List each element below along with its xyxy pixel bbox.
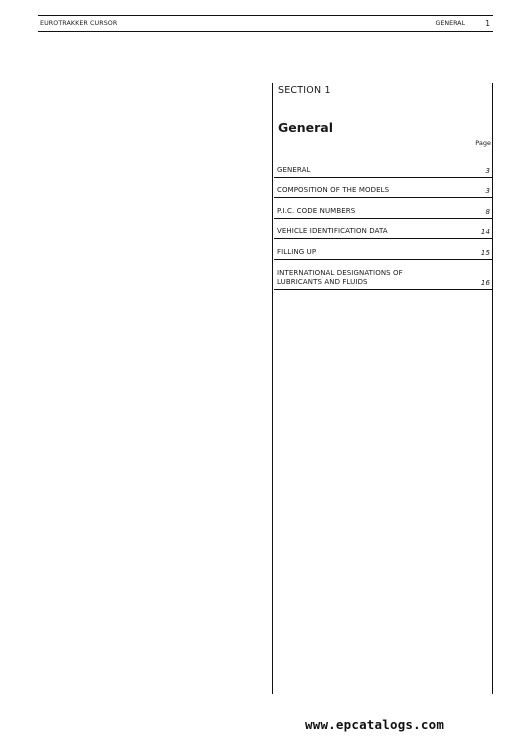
toc-item-label: FILLING UP	[277, 247, 317, 256]
column-divider-left	[272, 83, 273, 694]
column-divider-right	[492, 83, 493, 694]
toc-item-page: 8	[485, 207, 490, 216]
toc-item[interactable]	[274, 219, 492, 240]
toc-item-page: 3	[485, 166, 490, 175]
section-title: General	[278, 120, 333, 135]
footer-url[interactable]: www.epcatalogs.com	[305, 717, 445, 732]
toc-item[interactable]	[274, 260, 492, 290]
toc-item-label: P.I.C. CODE NUMBERS	[277, 206, 356, 215]
toc-item-label: COMPOSITION OF THE MODELS	[277, 186, 390, 194]
page-header	[38, 15, 493, 32]
manual-title: EUROTRAKKER CURSOR	[40, 20, 118, 27]
page-column-heading: Page	[475, 139, 491, 147]
toc-item-page: 16	[480, 278, 490, 287]
toc-item[interactable]	[274, 178, 492, 199]
toc-item[interactable]	[274, 198, 492, 219]
toc-item-label: VEHICLE IDENTIFICATION DATA	[277, 227, 388, 235]
header-page-number: 1	[485, 19, 490, 28]
toc-item-page: 15	[480, 248, 490, 257]
toc-item-page: 3	[485, 187, 490, 195]
toc-item[interactable]	[274, 239, 492, 260]
toc-item-page: 14	[480, 228, 490, 236]
header-section-name: GENERAL	[435, 20, 465, 27]
toc-item-label: GENERAL	[277, 165, 311, 174]
table-of-contents	[274, 157, 492, 290]
section-label: SECTION 1	[278, 85, 331, 96]
toc-item-label: INTERNATIONAL DESIGNATIONS OF LUBRICANTS AND FLUIDS	[277, 268, 403, 286]
toc-item[interactable]	[274, 157, 492, 178]
